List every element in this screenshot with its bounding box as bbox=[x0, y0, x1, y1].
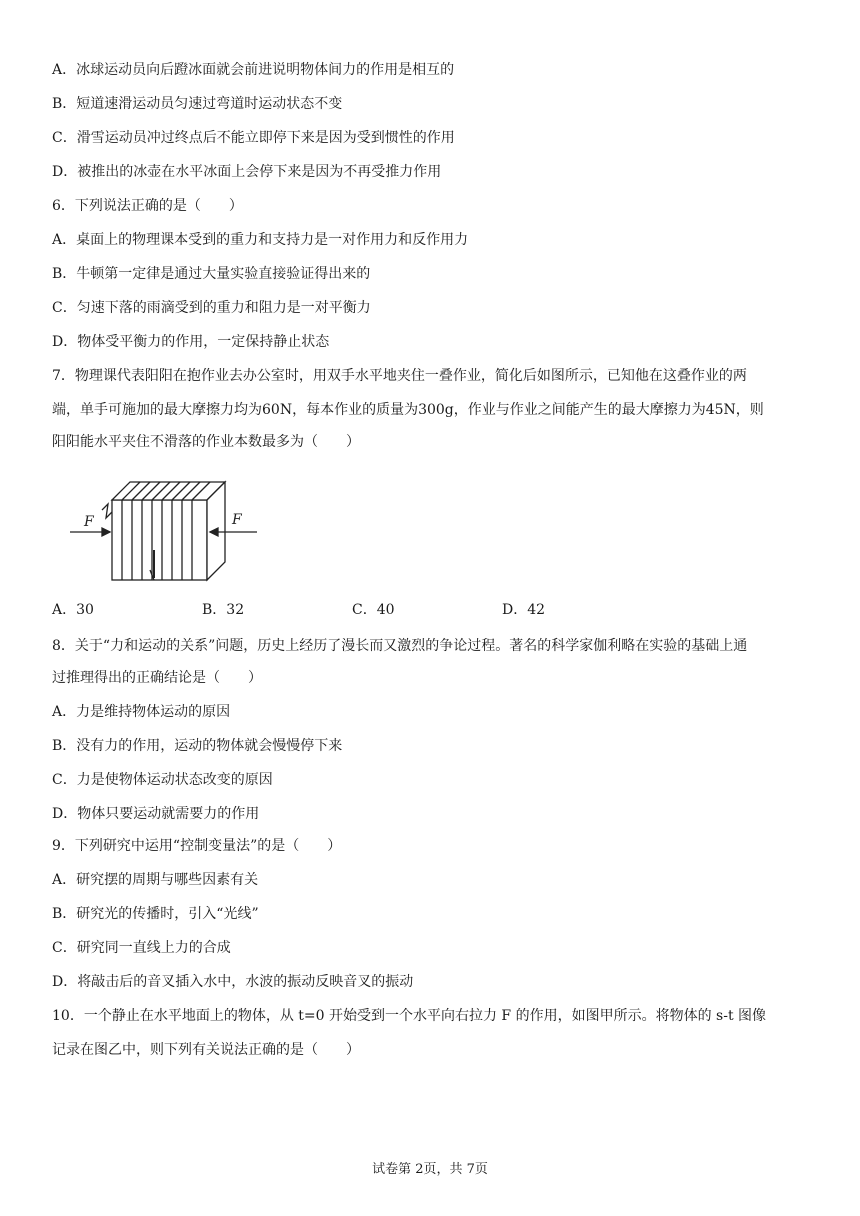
q6-option-b: B．牛顿第一定律是通过大量实验直接验证得出来的 bbox=[52, 266, 371, 282]
right-force-label: F bbox=[232, 512, 242, 528]
q6-stem: 6．下列说法正确的是（ ） bbox=[52, 198, 243, 214]
q7-stem-line2: 端，单手可施加的最大摩擦力均为60N，每本作业的质量为300g，作业与作业之间能产生的最大摩擦力为45N，则 bbox=[52, 402, 764, 418]
q8-option-c: C．力是使物体运动状态改变的原因 bbox=[52, 772, 273, 788]
q5-option-c: C．滑雪运动员冲过终点后不能立即停下来是因为受到惯性的作用 bbox=[52, 130, 455, 146]
q7-option-a: A．30 bbox=[52, 602, 94, 618]
q6-option-d: D．物体受平衡力的作用，一定保持静止状态 bbox=[52, 334, 330, 350]
q7-options bbox=[52, 600, 652, 620]
q8-option-b: B．没有力的作用，运动的物体就会慢慢停下来 bbox=[52, 738, 343, 754]
q7-figure bbox=[62, 470, 262, 585]
q9-option-b: B．研究光的传播时，引入“光线” bbox=[52, 906, 259, 922]
q9-option-a: A．研究摆的周期与哪些因素有关 bbox=[52, 872, 259, 888]
q7-option-c: C．40 bbox=[352, 602, 395, 618]
q8-option-a: A．力是维持物体运动的原因 bbox=[52, 704, 231, 720]
homework-stack-diagram bbox=[62, 470, 262, 585]
q7-option-d: D．42 bbox=[502, 602, 546, 618]
q7-stem-line1: 7．物理课代表阳阳在抱作业去办公室时，用双手水平地夹住一叠作业，简化后如图所示，已知他在这叠作业的两 bbox=[52, 368, 747, 384]
q7-stem-line3: 阳阳能水平夹住不滑落的作业本数最多为（ ） bbox=[52, 434, 360, 450]
q6-option-c: C．匀速下落的雨滴受到的重力和阻力是一对平衡力 bbox=[52, 300, 371, 316]
q9-option-c: C．研究同一直线上力的合成 bbox=[52, 940, 231, 956]
q8-stem-line1: 8．关于“力和运动的关系”问题，历史上经历了漫长而又激烈的争论过程。著名的科学家伽利略在实验的基础上通 bbox=[52, 638, 748, 654]
q7-option-b: B．32 bbox=[202, 602, 245, 618]
q5-option-d: D．被推出的冰壶在水平冰面上会停下来是因为不再受推力作用 bbox=[52, 164, 442, 180]
q6-option-a: A．桌面上的物理课本受到的重力和支持力是一对作用力和反作用力 bbox=[52, 232, 469, 248]
q5-option-b: B．短道速滑运动员匀速过弯道时运动状态不变 bbox=[52, 96, 343, 112]
q5-option-a: A．冰球运动员向后蹬冰面就会前进说明物体间力的作用是相互的 bbox=[52, 62, 455, 78]
q10-stem-line1: 10．一个静止在水平地面上的物体，从 t=0 开始受到一个水平向右拉力 F 的作用，如图甲所示。将物体的 s-t 图像 bbox=[52, 1008, 767, 1024]
q8-option-d: D．物体只要运动就需要力的作用 bbox=[52, 806, 260, 822]
q9-option-d: D．将敲击后的音叉插入水中，水波的振动反映音叉的振动 bbox=[52, 974, 414, 990]
left-force-label: F bbox=[84, 514, 94, 530]
q9-stem: 9．下列研究中运用“控制变量法”的是（ ） bbox=[52, 838, 342, 854]
q10-stem-line2: 记录在图乙中，则下列有关说法正确的是（ ） bbox=[52, 1042, 360, 1058]
q8-stem-line2: 过推理得出的正确结论是（ ） bbox=[52, 670, 262, 686]
page-footer: 试卷第 2页，共 7页 bbox=[372, 1162, 488, 1177]
